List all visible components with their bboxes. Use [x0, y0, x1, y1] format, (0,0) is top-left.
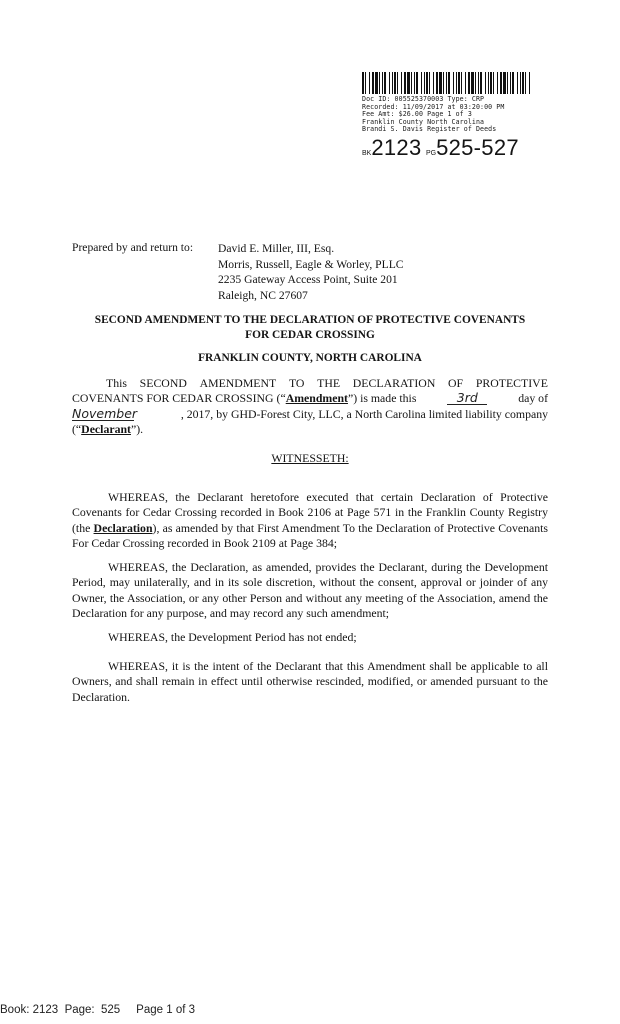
barcode-bar [475, 72, 476, 94]
intro-word: This [106, 376, 127, 390]
barcode-bar [490, 72, 492, 94]
intro-text: (“ [72, 421, 82, 436]
barcode-bar [520, 72, 521, 94]
address-line: 2235 Gateway Access Point, Suite 201 [218, 273, 398, 287]
witnesseth-heading: WITNESSETH: [271, 451, 349, 465]
page-footer: Book: 2123 Page: 525 Page 1 of 3 [0, 1004, 196, 1016]
barcode-bar [411, 72, 412, 94]
barcode-bar [372, 72, 374, 94]
address-line: Raleigh, NC 27607 [218, 288, 308, 302]
whereas-clause-1 [72, 490, 548, 551]
intro-word: OF [448, 376, 464, 390]
barcode-bar [480, 72, 482, 94]
barcode-bar [375, 72, 378, 94]
handwritten-month: November [72, 405, 138, 421]
barcode-bar [517, 72, 518, 94]
barcode-bar [446, 72, 447, 94]
book-page-reference [362, 135, 537, 161]
barcode-bar [397, 72, 398, 94]
barcode-bar [510, 72, 511, 94]
barcode-bar [497, 72, 498, 94]
bk-prefix: BK [362, 149, 372, 157]
stamp-line: Franklin County North Carolina [362, 117, 485, 126]
declaration-term: Declaration [93, 520, 153, 535]
barcode-bar [416, 72, 418, 94]
intro-text: COVENANTS FOR CEDAR CROSSING (“ [72, 391, 286, 406]
address-line: Morris, Russell, Eagle & Worley, PLLC [218, 257, 404, 271]
barcode-bar [439, 72, 442, 94]
barcode-bar [424, 72, 425, 94]
intro-text: ”) is made this [347, 391, 417, 406]
barcode-bar [485, 72, 486, 94]
intro-word: THE [317, 376, 341, 390]
barcode-bar [429, 72, 430, 94]
barcode-bar [478, 72, 479, 94]
barcode-bar [471, 72, 474, 94]
address-line: David E. Miller, III, Esq. [218, 242, 335, 255]
intro-text: day of [518, 391, 548, 406]
intro-word: PROTECTIVE [475, 376, 548, 390]
barcode-bar [522, 72, 524, 94]
intro-text: ”). [130, 421, 144, 436]
intro-line-4 [72, 422, 548, 437]
barcode-bar [443, 72, 444, 94]
barcode-bar [488, 72, 489, 94]
stamp-text [362, 96, 537, 134]
barcode-bar [407, 72, 410, 94]
clause-text: WHEREAS, the Declarant heretofore executed that certain Declaration of Protective Covenants for Cedar Crossing recorded in Book 2106 at Page 571 in the Franklin County Registry (the [72, 490, 548, 535]
stamp-line: Fee Amt: $26.00 Page 1 of 3 [362, 110, 472, 119]
clause-text: ), as amended by that First Amendment To the Declaration of Protective Covenants For Cedar Crossing recorded in Book 2109 at Page 384; [72, 520, 548, 550]
barcode-bar [525, 72, 526, 94]
barcode-bar [389, 72, 390, 94]
prepared-by-address [218, 241, 404, 303]
document-title-line-2: FOR CEDAR CROSSING [245, 329, 375, 341]
barcode-bar [392, 72, 393, 94]
barcode-bar [453, 72, 454, 94]
whereas-clause-2: WHEREAS, the Declaration, as amended, provides the Declarant, during the Development Period, may unilaterally, and in its sole discretion, without the consent, approval or joinder of any Owner, the Association, or any other Person and without any meeting of the Association, amend the Declaration for any purpose, and may record any such amendment; [72, 560, 548, 620]
pg-prefix: PG [425, 149, 437, 157]
stamp-line: Brandi S. Davis Register of Deeds [362, 125, 497, 134]
county-heading: FRANKLIN COUNTY, NORTH CAROLINA [198, 352, 422, 364]
intro-word: SECOND [139, 376, 187, 390]
barcode-bar [394, 72, 396, 94]
barcode-bar [500, 72, 502, 94]
day-blank [447, 392, 487, 405]
barcode-bar [448, 72, 450, 94]
barcode-bar [384, 72, 386, 94]
prepared-by-label: Prepared by and return to: [72, 241, 194, 254]
month-blank [72, 405, 138, 421]
intro-line-3 [72, 407, 548, 422]
book-number: 2123 [371, 134, 422, 160]
barcode-bar [529, 72, 530, 94]
barcode-bar [465, 72, 466, 94]
barcode-bar [404, 72, 406, 94]
barcode-bar [414, 72, 415, 94]
page-range: 525-527 [436, 134, 519, 160]
barcode-bar [382, 72, 383, 94]
barcode-bar [468, 72, 470, 94]
barcode-bar [456, 72, 457, 94]
intro-line-1 [72, 376, 548, 391]
barcode-bar [365, 72, 366, 94]
barcode-bar [503, 72, 506, 94]
barcode-bar [421, 72, 422, 94]
recording-stamp [362, 72, 537, 161]
barcode-bar [512, 72, 514, 94]
barcode-bar [362, 72, 364, 94]
stamp-line: Doc ID: 005525370003 Type: CRP [362, 95, 485, 103]
barcode-bar [401, 72, 402, 94]
intro-word: AMENDMENT [199, 376, 277, 390]
barcode-bar [507, 72, 508, 94]
barcode-bar [461, 72, 462, 94]
barcode-bar [436, 72, 438, 94]
handwritten-day: 3rd [456, 390, 478, 406]
amendment-term: Amendment [285, 391, 348, 406]
whereas-clause-4: WHEREAS, it is the intent of the Declarant that this Amendment shall be applicable to all Owners, and shall remain in effect until otherwise rescinded, modified, or amended pursuant to the Declaration. [72, 659, 548, 704]
barcode-bar [379, 72, 380, 94]
barcode [362, 72, 532, 94]
barcode-bar [433, 72, 434, 94]
whereas-clause-3: WHEREAS, the Development Period has not ended; [108, 630, 357, 644]
document-title-line-1: SECOND AMENDMENT TO THE DECLARATION OF PROTECTIVE COVENANTS [94, 314, 526, 326]
intro-text: , 2017, by GHD-Forest City, LLC, a North Carolina limited liability company [180, 406, 548, 421]
barcode-bar [458, 72, 460, 94]
barcode-bar [369, 72, 370, 94]
intro-paragraph [72, 376, 548, 437]
declarant-term: Declarant [81, 421, 131, 436]
intro-line-2 [72, 391, 548, 406]
stamp-line: Recorded: 11/09/2017 at 03:20:00 PM [362, 102, 505, 111]
barcode-bar [426, 72, 428, 94]
intro-word: DECLARATION [352, 376, 436, 390]
intro-word: TO [288, 376, 305, 390]
barcode-bar [493, 72, 494, 94]
